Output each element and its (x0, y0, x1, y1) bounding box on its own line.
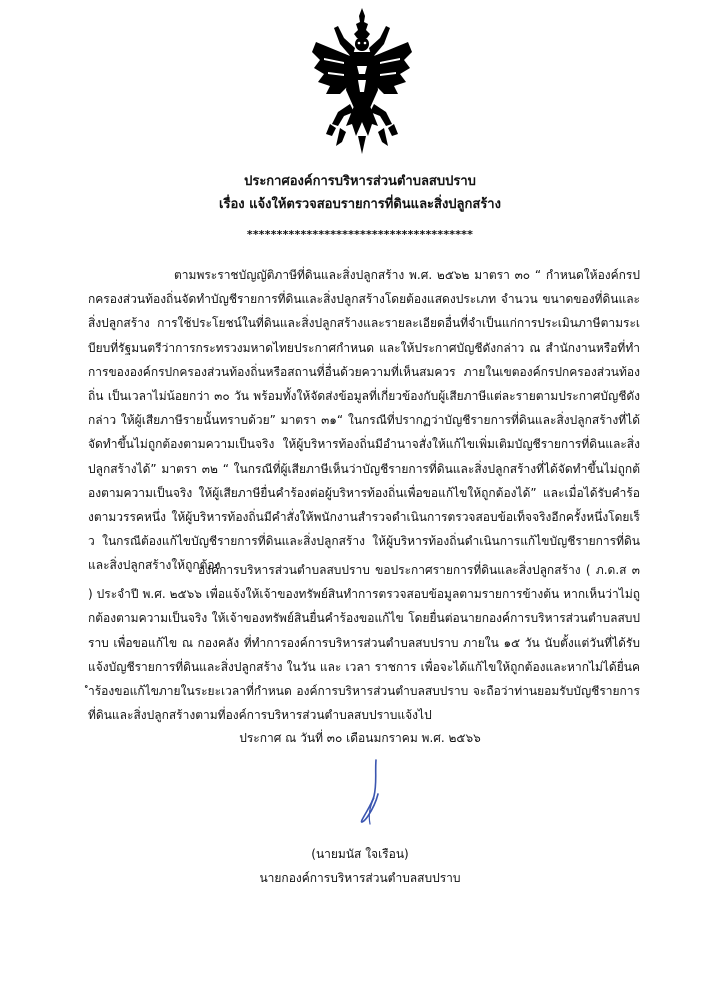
body-paragraph-2: องค์การบริหารส่วนตำบลสบปราบ ขอประกาศรายการที่ดินและสิ่งปลูกสร้าง ( ภ.ด.ส ๓ ) ประจำปี พ.ศ. ๒๕๖๖ เพื่อแจ้งให้เจ้าของทรัพย์สินทำการตรวจสอบข้อมูลตามรายการข้างต้น หากเห็นว่าไม่ถูกต้องตามความเป็นจริง ให้เจ้าของทรัพย์สินยื่นคำร้องขอแก้ไข โดยยื่นต่อนายกองค์การบริหารส่วนตำบลสบปราบ เพื่อขอแก้ไข ณ กองคลัง ที่ทำการองค์การบริหารส่วนตำบลสบปราบ ภายใน ๑๕ วัน นับตั้งแต่วันที่ได้รับแจ้งบัญชีรายการที่ดินและสิ่งปลูกสร้าง ในวัน และ เวลา ราชการ เพื่อจะได้แก้ไขให้ถูกต้องและหากไม่ได้ยื่นคำร้องขอแก้ไขภายในระยะเวลาที่กำหนด องค์การบริหารส่วนตำบลสบปราบ จะถือว่าท่านยอมรับบัญชีรายการที่ดินและสิ่งปลูกสร้างตามที่องค์การบริหารส่วนตำบลสบปราบแจ้งไป (88, 563, 640, 723)
body-paragraph-1: ตามพระราชบัญญัติภาษีที่ดินและสิ่งปลูกสร้าง พ.ศ. ๒๕๖๒ มาตรา ๓๐ “ กำหนดให้องค์กรปกครองส่วนท้องถิ่นจัดทำบัญชีรายการที่ดินและสิ่งปลูกสร้างโดยต้องแสดงประเภท จำนวน ขนาดของที่ดินและสิ่งปลูกสร้าง การใช้ประโยชน์ในที่ดินและสิ่งปลูกสร้างและรายละเอียดอื่นที่จำเป็นแก่การประเมินภาษีตามระเบียบที่รัฐมนตรีว่าการกระทรวงมหาดไทยประกาศกำหนด และให้ประกาศบัญชีดังกล่าว ณ สำนักงานหรือที่ทำการขององค์กรปกครองส่วนท้องถิ่นหรือสถานที่อื่นด้วยความที่เห็นสมควร ภายในเขตองค์กรปกครองส่วนท้องถิ่น เป็นเวลาไม่น้อยกว่า ๓๐ วัน พร้อมทั้งให้จัดส่งข้อมูลที่เกี่ยวข้องกับผู้เสียภาษีแต่ละรายตามประกาศบัญชีดังกล่าว ให้ผู้เสียภาษีรายนั้นทราบด้วย” มาตรา ๓๑“ ในกรณีที่ปรากฏว่าบัญชีรายการที่ดินและสิ่งปลูกสร้างที่ได้จัดทำขึ้นไม่ถูกต้องตามความเป็นจริง ให้ผู้บริหารท้องถิ่นมีอำนาจสั่งให้แก้ไขเพิ่มเติมบัญชีรายการที่ดินและสิ่งปลูกสร้างได้” มาตรา ๓๒ “ ในกรณีที่ผู้เสียภาษีเห็นว่าบัญชีรายการที่ดินและสิ่งปลูกสร้างที่ได้จัดทำขึ้นไม่ถูกต้องตามความเป็นจริง ให้ผู้เสียภาษียื่นคำร้องต่อผู้บริหารท้องถิ่นเพื่อขอแก้ไขให้ถูกต้องได้” และเมื่อได้รับคำร้องตามวรรคหนึ่ง ให้ผู้บริหารท้องถิ่นมีคำสั่งให้พนักงานสำรวจดำเนินการตรวจสอบข้อเท็จจริงอีกครั้งหนึ่งโดยเร็ว ในกรณีต้องแก้ไขบัญชีรายการที่ดินและสิ่งปลูกสร้าง ให้ผู้บริหารท้องถิ่นดำเนินการแก้ไขบัญชีรายการที่ดินและสิ่งปลูกสร้างให้ถูกต้อง (88, 268, 640, 573)
handwritten-signature-icon (350, 758, 390, 830)
announcement-subject: เรื่อง แจ้งให้ตรวจสอบรายการที่ดินและสิ่งปลูกสร้าง (219, 197, 501, 212)
separator-line: ************************************** (246, 228, 474, 241)
garuda-emblem-icon (310, 8, 414, 158)
announcement-title: ประกาศองค์การบริหารส่วนตำบลสบปราบ (244, 174, 476, 189)
signer-position: นายกองค์การบริหารส่วนตำบลสบปราบ (259, 871, 461, 885)
announcement-date: ประกาศ ณ วันที่ ๓๐ เดือนมกราคม พ.ศ. ๒๕๖๖ (239, 731, 481, 745)
signer-name: (นายมนัส ใจเรือน) (311, 847, 409, 861)
